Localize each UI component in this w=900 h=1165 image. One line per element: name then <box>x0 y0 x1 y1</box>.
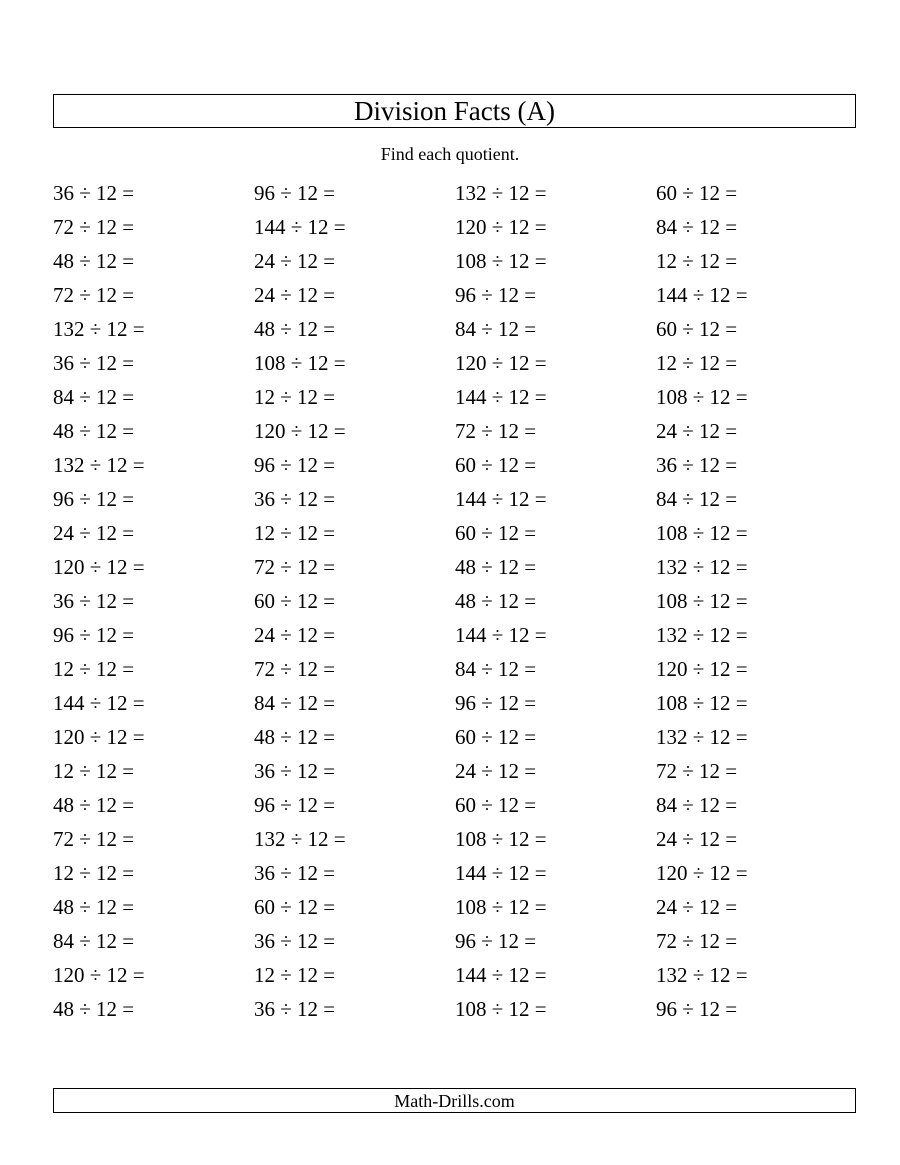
division-problem: 108 ÷ 12 = <box>455 249 547 273</box>
division-problem: 96 ÷ 12 = <box>455 283 537 307</box>
division-problem: 84 ÷ 12 = <box>254 691 336 715</box>
division-problem: 12 ÷ 12 = <box>656 351 738 375</box>
division-problem: 96 ÷ 12 = <box>254 181 336 205</box>
division-problem: 60 ÷ 12 = <box>254 589 336 613</box>
division-problem: 48 ÷ 12 = <box>455 555 537 579</box>
division-problem: 84 ÷ 12 = <box>656 487 738 511</box>
division-problem: 24 ÷ 12 = <box>656 419 738 443</box>
division-problem: 36 ÷ 12 = <box>656 453 738 477</box>
division-problem: 132 ÷ 12 = <box>53 453 145 477</box>
division-problem: 144 ÷ 12 = <box>455 385 547 409</box>
division-problem: 36 ÷ 12 = <box>254 997 336 1021</box>
division-problem: 72 ÷ 12 = <box>53 215 135 239</box>
division-problem: 96 ÷ 12 = <box>656 997 738 1021</box>
footer-box <box>53 1088 856 1113</box>
division-problem: 48 ÷ 12 = <box>254 317 336 341</box>
division-problem: 72 ÷ 12 = <box>254 555 336 579</box>
division-problem: 132 ÷ 12 = <box>53 317 145 341</box>
footer-text: Math-Drills.com <box>394 1090 515 1111</box>
division-problem: 144 ÷ 12 = <box>656 283 748 307</box>
division-problem: 108 ÷ 12 = <box>656 589 748 613</box>
division-problem: 72 ÷ 12 = <box>656 929 738 953</box>
division-problem: 60 ÷ 12 = <box>656 181 738 205</box>
division-problem: 144 ÷ 12 = <box>254 215 346 239</box>
division-problem: 132 ÷ 12 = <box>254 827 346 851</box>
division-problem: 120 ÷ 12 = <box>656 657 748 681</box>
division-problem: 120 ÷ 12 = <box>53 963 145 987</box>
division-problem: 48 ÷ 12 = <box>53 997 135 1021</box>
division-problem: 24 ÷ 12 = <box>656 895 738 919</box>
division-problem: 144 ÷ 12 = <box>53 691 145 715</box>
division-problem: 108 ÷ 12 = <box>656 691 748 715</box>
division-problem: 60 ÷ 12 = <box>656 317 738 341</box>
division-problem: 72 ÷ 12 = <box>53 827 135 851</box>
division-problem: 48 ÷ 12 = <box>53 419 135 443</box>
division-problem: 108 ÷ 12 = <box>254 351 346 375</box>
division-problem: 48 ÷ 12 = <box>53 895 135 919</box>
division-problem: 144 ÷ 12 = <box>455 487 547 511</box>
division-problem: 132 ÷ 12 = <box>656 623 748 647</box>
problem-grid <box>53 176 856 1026</box>
division-problem: 144 ÷ 12 = <box>455 861 547 885</box>
division-problem: 36 ÷ 12 = <box>53 351 135 375</box>
division-problem: 24 ÷ 12 = <box>53 521 135 545</box>
division-problem: 36 ÷ 12 = <box>254 929 336 953</box>
division-problem: 60 ÷ 12 = <box>455 453 537 477</box>
division-problem: 12 ÷ 12 = <box>53 759 135 783</box>
division-problem: 24 ÷ 12 = <box>254 283 336 307</box>
division-problem: 132 ÷ 12 = <box>455 181 547 205</box>
division-problem: 12 ÷ 12 = <box>656 249 738 273</box>
division-problem: 120 ÷ 12 = <box>455 351 547 375</box>
division-problem: 144 ÷ 12 = <box>455 963 547 987</box>
division-problem: 132 ÷ 12 = <box>656 725 748 749</box>
division-problem: 24 ÷ 12 = <box>254 249 336 273</box>
division-problem: 48 ÷ 12 = <box>254 725 336 749</box>
division-problem: 96 ÷ 12 = <box>455 691 537 715</box>
division-problem: 132 ÷ 12 = <box>656 555 748 579</box>
division-problem: 96 ÷ 12 = <box>455 929 537 953</box>
division-problem: 84 ÷ 12 = <box>53 385 135 409</box>
division-problem: 84 ÷ 12 = <box>455 317 537 341</box>
division-problem: 12 ÷ 12 = <box>254 385 336 409</box>
division-problem: 72 ÷ 12 = <box>656 759 738 783</box>
division-problem: 60 ÷ 12 = <box>455 793 537 817</box>
division-problem: 24 ÷ 12 = <box>656 827 738 851</box>
division-problem: 96 ÷ 12 = <box>254 793 336 817</box>
division-problem: 108 ÷ 12 = <box>656 385 748 409</box>
division-problem: 108 ÷ 12 = <box>455 827 547 851</box>
division-problem: 144 ÷ 12 = <box>455 623 547 647</box>
division-problem: 12 ÷ 12 = <box>254 963 336 987</box>
division-problem: 84 ÷ 12 = <box>656 215 738 239</box>
division-problem: 24 ÷ 12 = <box>455 759 537 783</box>
division-problem: 12 ÷ 12 = <box>53 657 135 681</box>
division-problem: 48 ÷ 12 = <box>53 249 135 273</box>
division-problem: 84 ÷ 12 = <box>455 657 537 681</box>
division-problem: 72 ÷ 12 = <box>53 283 135 307</box>
division-problem: 36 ÷ 12 = <box>254 861 336 885</box>
division-problem: 36 ÷ 12 = <box>254 759 336 783</box>
division-problem: 24 ÷ 12 = <box>254 623 336 647</box>
division-problem: 12 ÷ 12 = <box>254 521 336 545</box>
page-title: Division Facts (A) <box>354 96 555 126</box>
division-problem: 96 ÷ 12 = <box>53 623 135 647</box>
division-problem: 120 ÷ 12 = <box>254 419 346 443</box>
division-problem: 96 ÷ 12 = <box>254 453 336 477</box>
division-problem: 36 ÷ 12 = <box>53 181 135 205</box>
division-problem: 72 ÷ 12 = <box>455 419 537 443</box>
division-problem: 120 ÷ 12 = <box>53 725 145 749</box>
division-problem: 72 ÷ 12 = <box>254 657 336 681</box>
division-problem: 36 ÷ 12 = <box>53 589 135 613</box>
division-problem: 120 ÷ 12 = <box>455 215 547 239</box>
instructions: Find each quotient. <box>380 144 520 164</box>
division-problem: 60 ÷ 12 = <box>254 895 336 919</box>
division-problem: 96 ÷ 12 = <box>53 487 135 511</box>
division-problem: 84 ÷ 12 = <box>53 929 135 953</box>
division-problem: 48 ÷ 12 = <box>53 793 135 817</box>
division-problem: 84 ÷ 12 = <box>656 793 738 817</box>
division-problem: 12 ÷ 12 = <box>53 861 135 885</box>
division-problem: 48 ÷ 12 = <box>455 589 537 613</box>
division-problem: 36 ÷ 12 = <box>254 487 336 511</box>
title-box <box>53 94 856 128</box>
division-problem: 120 ÷ 12 = <box>53 555 145 579</box>
division-problem: 60 ÷ 12 = <box>455 521 537 545</box>
division-problem: 108 ÷ 12 = <box>455 895 547 919</box>
division-problem: 108 ÷ 12 = <box>455 997 547 1021</box>
division-problem: 120 ÷ 12 = <box>656 861 748 885</box>
division-problem: 60 ÷ 12 = <box>455 725 537 749</box>
division-problem: 132 ÷ 12 = <box>656 963 748 987</box>
division-problem: 108 ÷ 12 = <box>656 521 748 545</box>
